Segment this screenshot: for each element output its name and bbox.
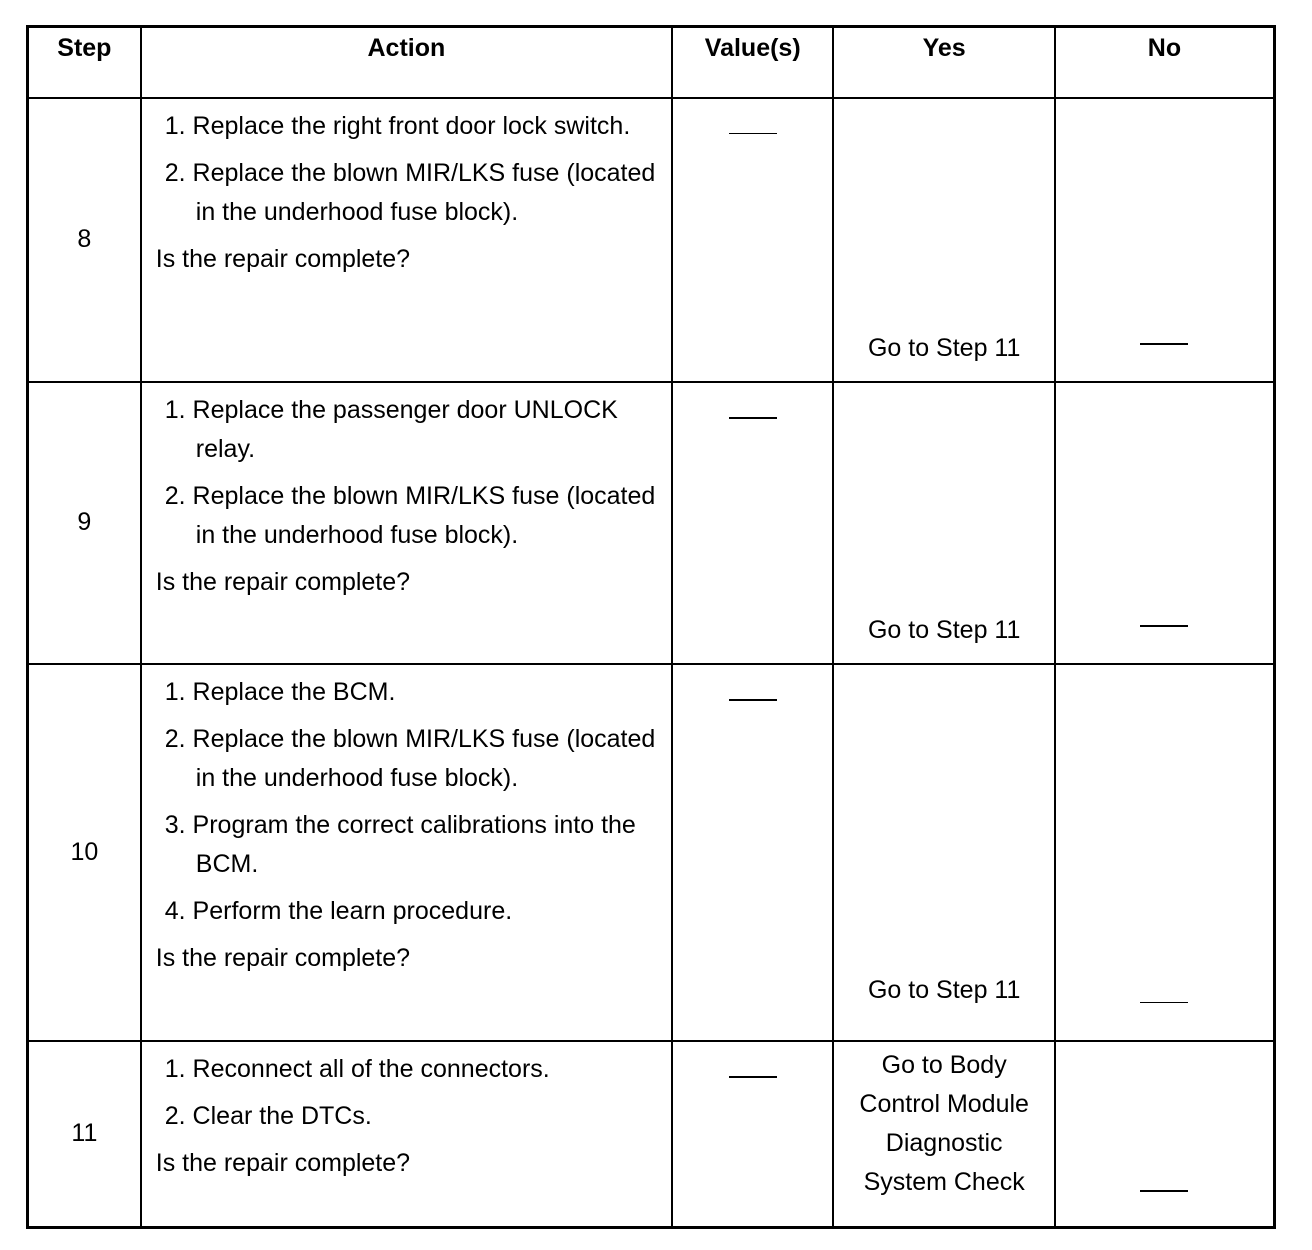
action-item: 2. Replace the blown MIR/LKS fuse (located in the underhood fuse block). bbox=[164, 724, 656, 792]
no-dash bbox=[1140, 1190, 1188, 1192]
value-cell bbox=[672, 98, 833, 382]
action-cell bbox=[141, 98, 672, 382]
diagnostic-table bbox=[26, 25, 1276, 1229]
action-item: 2. Replace the blown MIR/LKS fuse (located in the underhood fuse block). bbox=[164, 481, 656, 549]
yes-cell bbox=[833, 382, 1055, 664]
no-dash bbox=[1140, 625, 1188, 627]
header-yes: Yes bbox=[833, 27, 1055, 98]
no-cell bbox=[1055, 1041, 1275, 1228]
action-item: 3. Program the correct calibrations into the BCM. bbox=[164, 810, 636, 878]
value-dash bbox=[729, 699, 777, 701]
action-item: 1. Replace the right front door lock switch. bbox=[164, 111, 631, 140]
no-dash bbox=[1140, 343, 1188, 345]
table-row bbox=[28, 664, 1275, 1041]
header-row bbox=[28, 27, 1275, 98]
value-dash bbox=[729, 417, 777, 419]
no-cell bbox=[1055, 382, 1275, 664]
step-number: 8 bbox=[28, 98, 141, 382]
action-question: Is the repair complete? bbox=[155, 943, 411, 972]
no-dash bbox=[1140, 1002, 1188, 1003]
step-number: 10 bbox=[28, 664, 141, 1041]
value-dash bbox=[729, 1076, 777, 1078]
action-cell bbox=[141, 1041, 672, 1228]
header-values: Value(s) bbox=[672, 27, 833, 98]
no-cell bbox=[1055, 664, 1275, 1041]
table-row bbox=[28, 98, 1275, 382]
action-question: Is the repair complete? bbox=[155, 244, 411, 273]
value-cell bbox=[672, 382, 833, 664]
header-action: Action bbox=[141, 27, 672, 98]
value-cell bbox=[672, 1041, 833, 1228]
yes-result: Go to Step 11 bbox=[867, 975, 1021, 1004]
action-item: 1. Reconnect all of the connectors. bbox=[164, 1054, 550, 1083]
action-question: Is the repair complete? bbox=[155, 1148, 411, 1177]
step-number: 9 bbox=[28, 382, 141, 664]
action-item: 4. Perform the learn procedure. bbox=[164, 896, 513, 925]
step-number: 11 bbox=[28, 1041, 141, 1228]
yes-result: Go to Step 11 bbox=[867, 333, 1021, 362]
yes-result: Go to Body Control Module Diagnostic System Check bbox=[859, 1050, 1029, 1196]
action-question: Is the repair complete? bbox=[155, 567, 411, 596]
action-item: 2. Clear the DTCs. bbox=[164, 1101, 372, 1130]
action-item: 2. Replace the blown MIR/LKS fuse (located in the underhood fuse block). bbox=[164, 158, 656, 226]
yes-cell bbox=[833, 1041, 1055, 1228]
no-cell bbox=[1055, 98, 1275, 382]
value-dash bbox=[729, 133, 777, 134]
action-item: 1. Replace the BCM. bbox=[164, 677, 396, 706]
value-cell bbox=[672, 664, 833, 1041]
table-row bbox=[28, 1041, 1275, 1228]
header-no: No bbox=[1055, 27, 1275, 98]
action-cell bbox=[141, 382, 672, 664]
action-cell bbox=[141, 664, 672, 1041]
yes-result: Go to Step 11 bbox=[867, 615, 1021, 644]
action-item: 1. Replace the passenger door UNLOCK relay. bbox=[164, 395, 618, 463]
header-step: Step bbox=[28, 27, 141, 98]
table-row bbox=[28, 382, 1275, 664]
yes-cell bbox=[833, 98, 1055, 382]
yes-cell bbox=[833, 664, 1055, 1041]
